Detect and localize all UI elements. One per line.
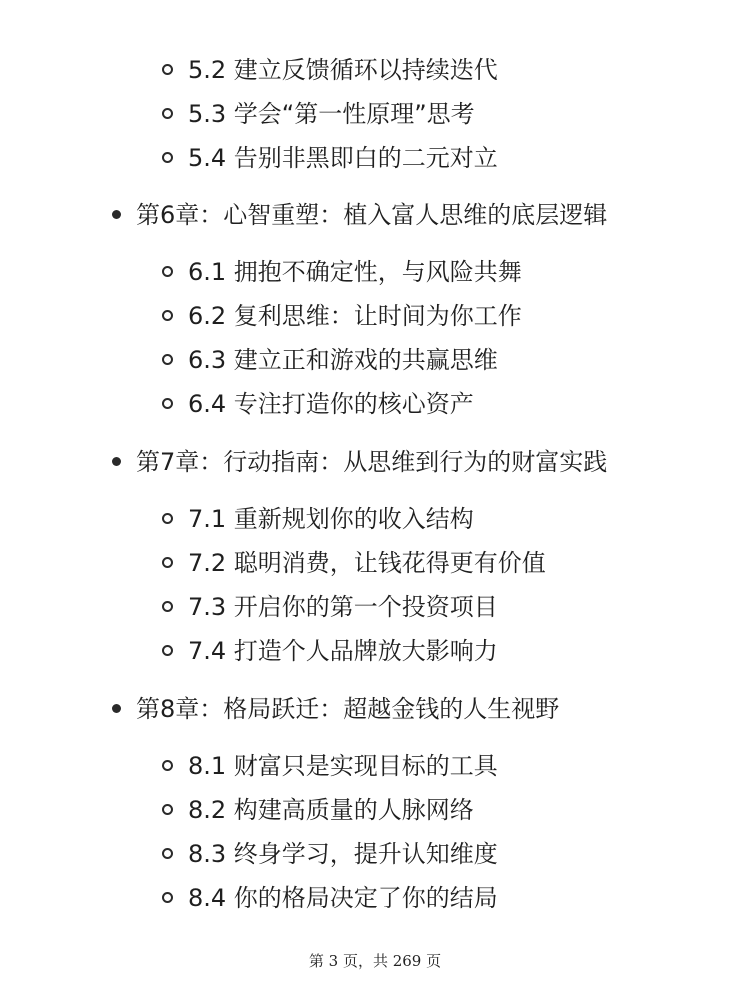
toc-chapter-label: 第6章：心智重塑：植入富人思维的底层逻辑 <box>136 201 608 229</box>
toc-item-5-2 <box>162 54 498 86</box>
hollow-bullet-icon <box>162 152 173 163</box>
toc-chapter-label: 第8章：格局跃迁：超越金钱的人生视野 <box>136 695 560 723</box>
hollow-bullet-icon <box>162 266 173 277</box>
hollow-bullet-icon <box>162 601 173 612</box>
toc-item-8-2 <box>162 794 474 826</box>
toc-item-label: 8.1 财富只是实现目标的工具 <box>188 752 498 780</box>
toc-item-label: 6.2 复利思维：让时间为你工作 <box>188 302 522 330</box>
hollow-bullet-icon <box>162 892 173 903</box>
hollow-bullet-icon <box>162 760 173 771</box>
toc-item-label: 7.1 重新规划你的收入结构 <box>188 505 474 533</box>
solid-bullet-icon <box>112 457 121 466</box>
toc-item-8-3 <box>162 838 498 870</box>
toc-item-6-1 <box>162 256 522 288</box>
toc-item-5-3 <box>162 98 475 130</box>
toc-item-label: 5.2 建立反馈循环以持续迭代 <box>188 56 498 84</box>
hollow-bullet-icon <box>162 310 173 321</box>
toc-chapter-6 <box>112 199 607 231</box>
toc-item-7-2 <box>162 547 546 579</box>
hollow-bullet-icon <box>162 398 173 409</box>
toc-item-7-4 <box>162 635 498 667</box>
hollow-bullet-icon <box>162 848 173 859</box>
hollow-bullet-icon <box>162 513 173 524</box>
hollow-bullet-icon <box>162 557 173 568</box>
toc-item-label: 7.3 开启你的第一个投资项目 <box>188 593 498 621</box>
toc-item-5-4 <box>162 142 498 174</box>
hollow-bullet-icon <box>162 645 173 656</box>
toc-item-label: 7.2 聪明消费，让钱花得更有价值 <box>188 549 546 577</box>
toc-item-label: 5.4 告别非黑即白的二元对立 <box>188 144 498 172</box>
toc-item-label: 6.3 建立正和游戏的共赢思维 <box>188 346 498 374</box>
toc-item-label: 7.4 打造个人品牌放大影响力 <box>188 637 498 665</box>
toc-chapter-8 <box>112 693 559 725</box>
solid-bullet-icon <box>112 704 121 713</box>
toc-chapter-7 <box>112 446 607 478</box>
toc-item-label: 8.3 终身学习，提升认知维度 <box>188 840 498 868</box>
toc-item-label: 6.1 拥抱不确定性，与风险共舞 <box>188 258 522 286</box>
toc-item-7-1 <box>162 503 474 535</box>
toc-item-label: 6.4 专注打造你的核心资产 <box>188 390 474 418</box>
toc-item-6-4 <box>162 388 474 420</box>
toc-item-label: 8.2 构建高质量的人脉网络 <box>188 796 474 824</box>
hollow-bullet-icon <box>162 108 173 119</box>
toc-item-label: 8.4 你的格局决定了你的结局 <box>188 884 498 912</box>
toc-item-8-4 <box>162 882 498 914</box>
toc-item-label: 5.3 学会“第一性原理”思考 <box>188 100 475 128</box>
solid-bullet-icon <box>112 210 121 219</box>
page-number-footer: 第 3 页，共 269 页 <box>308 952 442 970</box>
toc-item-7-3 <box>162 591 498 623</box>
toc-chapter-label: 第7章：行动指南：从思维到行为的财富实践 <box>136 448 608 476</box>
hollow-bullet-icon <box>162 64 173 75</box>
toc-item-6-2 <box>162 300 522 332</box>
hollow-bullet-icon <box>162 354 173 365</box>
hollow-bullet-icon <box>162 804 173 815</box>
toc-item-8-1 <box>162 750 498 782</box>
toc-item-6-3 <box>162 344 498 376</box>
